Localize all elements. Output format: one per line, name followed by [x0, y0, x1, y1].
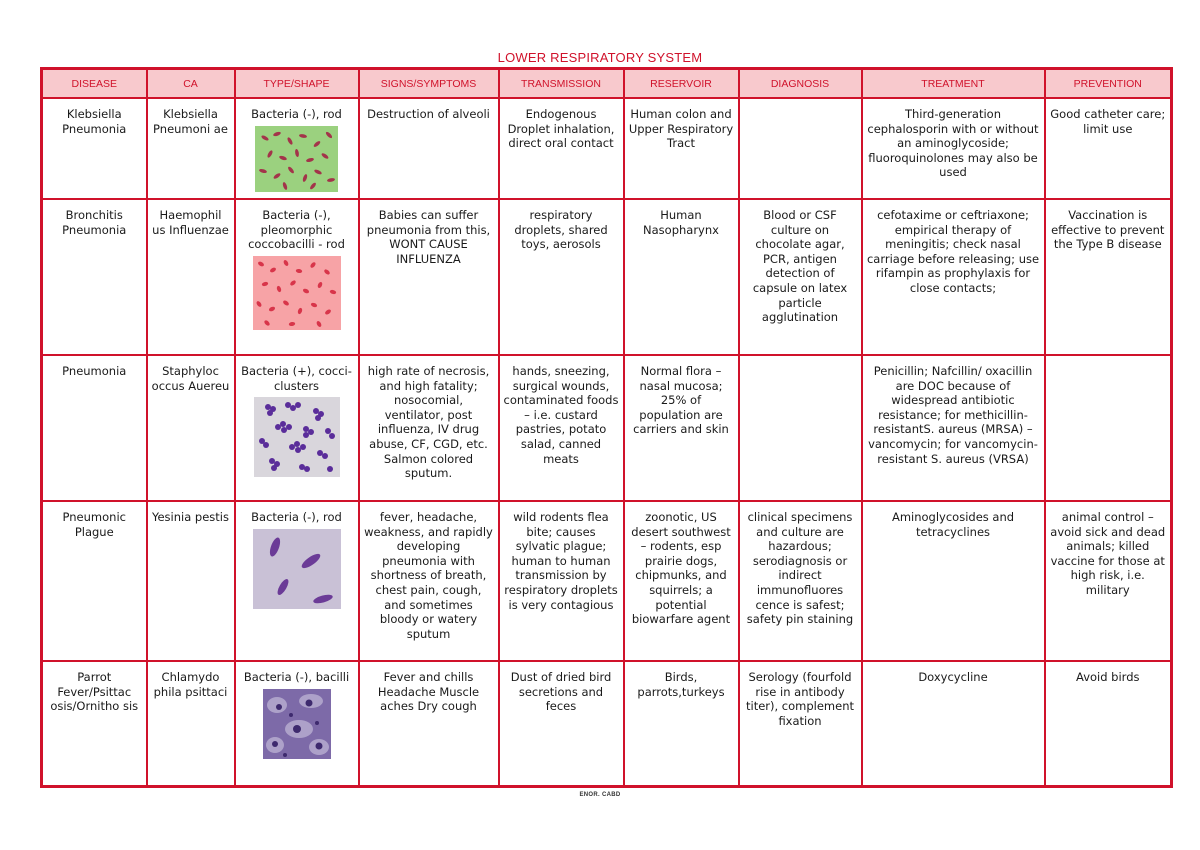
purple-cocci-cluster-stain-icon — [254, 397, 340, 477]
type-shape-label: Bacteria (-), rod — [251, 510, 342, 524]
treatment-cell: Third-generation cephalosporin with or without an aminoglycoside; fluoroquinolones may also be used — [862, 98, 1045, 199]
column-header-disease: DISEASE — [42, 69, 147, 99]
signs-symptoms-cell: Destruction of alveoli — [359, 98, 499, 199]
treatment-cell: Doxycycline — [862, 661, 1045, 786]
transmission-cell: Dust of dried bird secretions and feces — [499, 661, 624, 786]
prevention-cell: Avoid birds — [1045, 661, 1172, 786]
table-row — [42, 355, 1172, 501]
lilac-rod-stain-icon — [253, 529, 341, 609]
column-header-signs-symptoms: SIGNS/SYMPTOMS — [359, 69, 499, 99]
diagnosis-cell — [739, 355, 862, 501]
treatment-cell: cefotaxime or ceftriaxone; empirical therapy of meningitis; check nasal carriage before releasing; use rifampin as prophylaxis for close contacts; — [862, 199, 1045, 355]
column-header-ca: CA — [147, 69, 235, 99]
prevention-cell: animal control – avoid sick and dead animals; killed vaccine for those at high risk, i.e. military — [1045, 501, 1172, 661]
column-header-prevention: PREVENTION — [1045, 69, 1172, 99]
type-shape-cell — [235, 661, 359, 786]
type-shape-cell — [235, 199, 359, 355]
column-header-reservoir: RESERVOIR — [624, 69, 739, 99]
reservoir-cell: Birds, parrots,turkeys — [624, 661, 739, 786]
ca-cell: Haemophil us Influenzae — [147, 199, 235, 355]
purple-tissue-inclusion-stain-icon — [263, 689, 331, 759]
ca-cell: Staphyloc occus Auereu — [147, 355, 235, 501]
prevention-cell — [1045, 355, 1172, 501]
table-row — [42, 98, 1172, 199]
respiratory-disease-table — [40, 67, 1173, 788]
type-shape-label: Bacteria (-), rod — [251, 107, 342, 121]
treatment-cell: Penicillin; Nafcillin/ oxacillin are DOC because of widespread antibiotic resistance; for methicillin-resistantS. aureus (MRSA) – vancomycin; for vancomycin-resistant S. aureus (VRSA) — [862, 355, 1045, 501]
prevention-cell: Good catheter care; limit use — [1045, 98, 1172, 199]
type-shape-label: Bacteria (-), pleomorphic coccobacilli - rod — [248, 208, 345, 252]
signs-symptoms-cell: Babies can suffer pneumonia from this, WONT CAUSE INFLUENZA — [359, 199, 499, 355]
ca-cell: Yesinia pestis — [147, 501, 235, 661]
reservoir-cell: zoonotic, US desert southwest – rodents, esp prairie dogs, chipmunks, and squirrels; a potential biowarfare agent — [624, 501, 739, 661]
type-shape-cell — [235, 501, 359, 661]
signs-symptoms-cell: fever, headache, weakness, and rapidly developing pneumonia with shortness of breath, chest pain, cough, and sometimes bloody or watery sputum — [359, 501, 499, 661]
diagnosis-cell: Blood or CSF culture on chocolate agar, PCR, antigen detection of capsule on latex particle agglutination — [739, 199, 862, 355]
transmission-cell: hands, sneezing, surgical wounds, contaminated foods – i.e. custard pastries, potato salad, canned meats — [499, 355, 624, 501]
table-row — [42, 661, 1172, 786]
diagnosis-cell: Serology (fourfold rise in antibody titer), complement fixation — [739, 661, 862, 786]
reservoir-cell: Human colon and Upper Respiratory Tract — [624, 98, 739, 199]
column-header-diagnosis: DIAGNOSIS — [739, 69, 862, 99]
reservoir-cell: Human Nasopharynx — [624, 199, 739, 355]
disease-cell: Bronchitis Pneumonia — [42, 199, 147, 355]
transmission-cell: wild rodents flea bite; causes sylvatic plague; human to human transmission by respiratory droplets is very contagious — [499, 501, 624, 661]
type-shape-cell — [235, 355, 359, 501]
diagnosis-cell — [739, 98, 862, 199]
column-header-treatment: TREATMENT — [862, 69, 1045, 99]
type-shape-cell — [235, 98, 359, 199]
diagnosis-cell: clinical specimens and culture are hazardous; serodiagnosis or indirect immunofluores cence is safest; safety pin staining — [739, 501, 862, 661]
table-row — [42, 501, 1172, 661]
column-header-transmission: TRANSMISSION — [499, 69, 624, 99]
transmission-cell: respiratory droplets, shared toys, aerosols — [499, 199, 624, 355]
type-shape-label: Bacteria (+), cocci-clusters — [241, 364, 352, 393]
type-shape-label: Bacteria (-), bacilli — [243, 670, 350, 684]
prevention-cell: Vaccination is effective to prevent the Type B disease — [1045, 199, 1172, 355]
disease-cell: Pneumonic Plague — [42, 501, 147, 661]
signs-symptoms-cell: Fever and chills Headache Muscle aches Dry cough — [359, 661, 499, 786]
header-row — [42, 69, 1172, 99]
disease-cell: Pneumonia — [42, 355, 147, 501]
ca-cell: Klebsiella Pneumoni ae — [147, 98, 235, 199]
footer-author: ENOR. CABD — [579, 792, 621, 798]
column-header-type-shape: TYPE/SHAPE — [235, 69, 359, 99]
table-row — [42, 199, 1172, 355]
signs-symptoms-cell: high rate of necrosis, and high fatality; nosocomial, ventilator, post influenza, IV drug abuse, CF, CGD, etc. Salmon colored sputum. — [359, 355, 499, 501]
disease-cell: Klebsiella Pneumonia — [42, 98, 147, 199]
page-title: LOWER RESPIRATORY SYSTEM — [497, 50, 703, 65]
green-background-rod-stain-icon — [255, 126, 338, 192]
ca-cell: Chlamydo phila psittaci — [147, 661, 235, 786]
transmission-cell: Endogenous Droplet inhalation, direct oral contact — [499, 98, 624, 199]
reservoir-cell: Normal flora – nasal mucosa; 25% of population are carriers and skin — [624, 355, 739, 501]
disease-cell: Parrot Fever/Psittac osis/Ornitho sis — [42, 661, 147, 786]
pink-coccobacilli-stain-icon — [253, 256, 341, 330]
treatment-cell: Aminoglycosides and tetracyclines — [862, 501, 1045, 661]
